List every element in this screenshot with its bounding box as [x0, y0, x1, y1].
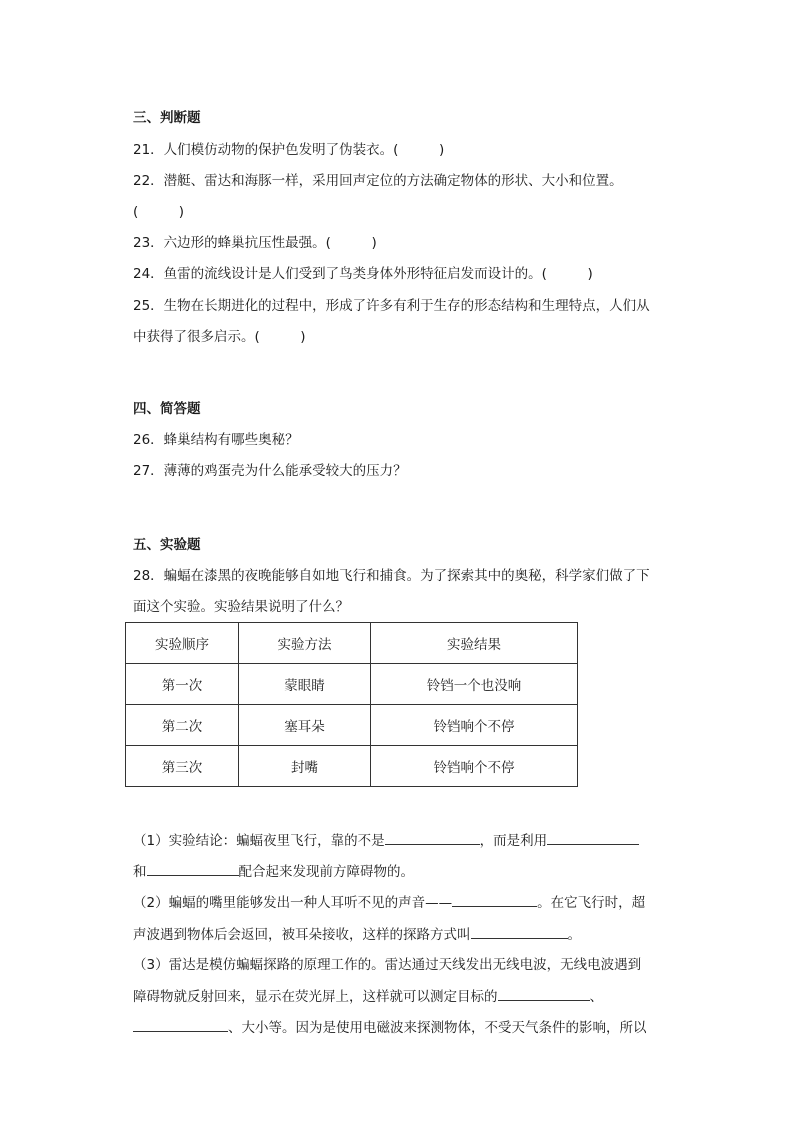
- subquestion-1-text-d: 配合起来发现前方障碍物的。: [238, 864, 414, 880]
- table-header-cell: 实验结果: [371, 623, 578, 664]
- subquestion-2-text-c: 声波遇到物体后会返回，被耳朵接收，这样的探路方式叫: [133, 927, 471, 943]
- subquestion-3-text-b: 障碍物就反射回来，显示在荧光屏上，这样就可以测定目标的: [133, 989, 498, 1005]
- table-header-row: [126, 623, 578, 664]
- question-22-line1: 22．潜艇、雷达和海豚一样，采用回声定位的方法确定物体的形状、大小和位置。: [133, 173, 623, 189]
- table-row: [126, 664, 578, 705]
- subquestion-3-line2: [133, 986, 603, 1007]
- section3-heading: 三、判断题: [133, 110, 201, 126]
- experiment-table: [125, 622, 578, 787]
- table-cell: 铃铛一个也没响: [371, 664, 578, 705]
- subquestion-2-line2: [133, 924, 581, 945]
- question-21: 21．人们模仿动物的保护色发明了伪装衣。( ): [133, 142, 445, 158]
- subquestion-1-line1: [133, 830, 639, 851]
- subquestion-1-line2: [133, 861, 414, 882]
- answer-blank[interactable]: [498, 986, 590, 1001]
- subquestion-1-text-c: 和: [133, 864, 147, 880]
- subquestion-3-line1: （3）雷达是模仿蝙蝠探路的原理工作的。雷达通过天线发出无线电波，无线电波遇到: [133, 957, 642, 973]
- answer-blank[interactable]: [452, 892, 537, 907]
- subquestion-2-text-b: 。在它飞行时，超: [537, 895, 646, 911]
- subquestion-3-line3: [133, 1017, 647, 1038]
- question-24: 24．鱼雷的流线设计是人们受到了鸟类身体外形特征启发而设计的。( ): [133, 266, 593, 282]
- table-cell: 塞耳朵: [239, 705, 371, 746]
- table-cell: 铃铛响个不停: [371, 705, 578, 746]
- subquestion-1-text-a: （1）实验结论：蝙蝠夜里飞行，靠的不是: [133, 833, 385, 849]
- table-cell: 第三次: [126, 746, 239, 787]
- question-25-line2: 中获得了很多启示。( ): [133, 329, 306, 345]
- question-22-line2: ( ): [133, 204, 185, 220]
- question-25-line1: 25．生物在长期进化的过程中，形成了许多有利于生存的形态结构和生理特点，人们从: [133, 298, 650, 314]
- question-27: 27．薄薄的鸡蛋壳为什么能承受较大的压力？: [133, 463, 407, 479]
- question-23: 23．六边形的蜂巢抗压性最强。( ): [133, 235, 377, 251]
- table-header-cell: 实验方法: [239, 623, 371, 664]
- table-header-cell: 实验顺序: [126, 623, 239, 664]
- answer-blank[interactable]: [133, 1017, 228, 1032]
- table-cell: 铃铛响个不停: [371, 746, 578, 787]
- subquestion-3-text-c: 、: [589, 989, 603, 1005]
- subquestion-2-line1: [133, 892, 645, 913]
- table-cell: 第一次: [126, 664, 239, 705]
- question-28-line1: 28．蝙蝠在漆黑的夜晚能够自如地飞行和捕食。为了探索其中的奥秘，科学家们做了下: [133, 568, 650, 584]
- table-row: [126, 746, 578, 787]
- subquestion-2-text-a: （2）蝙蝠的嘴里能够发出一种人耳听不见的声音——: [133, 895, 453, 911]
- table-cell: 蒙眼睛: [239, 664, 371, 705]
- answer-blank[interactable]: [385, 830, 480, 845]
- subquestion-2-text-d: 。: [567, 927, 581, 943]
- answer-blank[interactable]: [547, 830, 639, 845]
- section4-heading: 四、简答题: [133, 401, 201, 417]
- subquestion-3-text-d: 、大小等。因为是使用电磁波来探测物体，不受天气条件的影响，所以: [228, 1020, 647, 1036]
- section5-heading: 五、实验题: [133, 537, 201, 553]
- subquestion-1-text-b: ，而是利用: [479, 833, 548, 849]
- answer-blank[interactable]: [471, 924, 568, 939]
- table-row: [126, 705, 578, 746]
- answer-blank[interactable]: [147, 861, 239, 876]
- question-26: 26．蜂巢结构有哪些奥秘？: [133, 432, 299, 448]
- table-cell: 第二次: [126, 705, 239, 746]
- question-28-line2: 面这个实验。实验结果说明了什么？: [133, 599, 349, 615]
- table-cell: 封嘴: [239, 746, 371, 787]
